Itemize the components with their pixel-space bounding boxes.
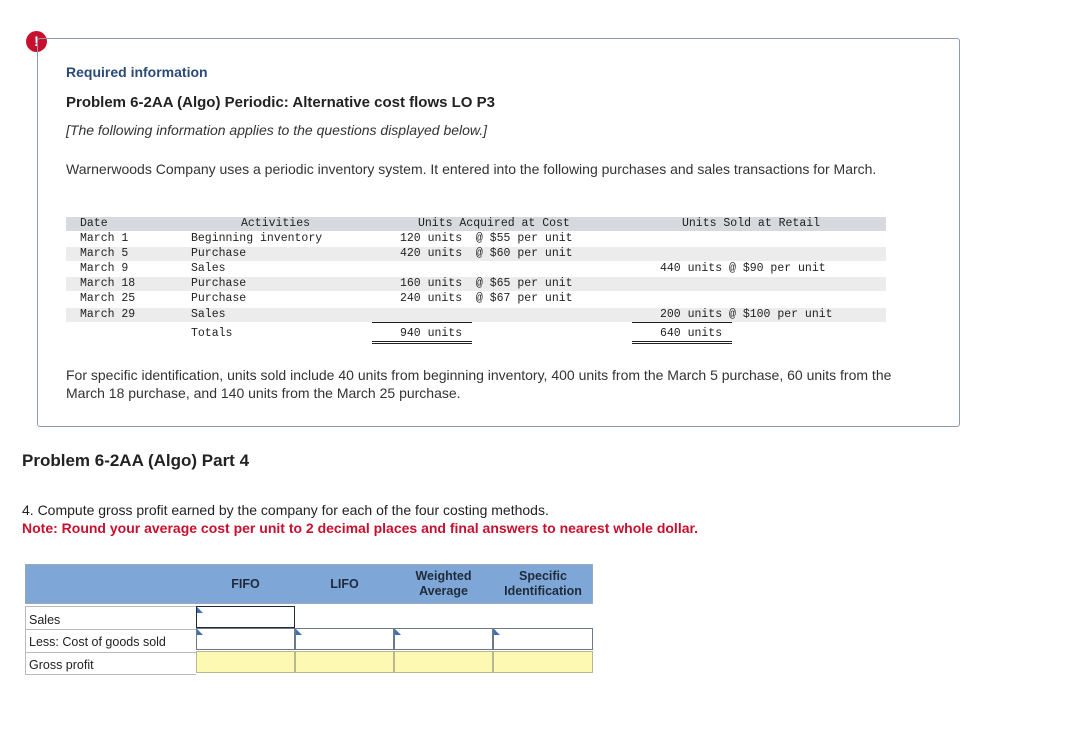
- column-header-fifo: FIFO: [231, 576, 260, 591]
- header-date: Date: [80, 217, 108, 230]
- row-activity: Purchase: [191, 292, 247, 305]
- totals-row: [66, 327, 886, 341]
- entry-marker-icon: [494, 629, 500, 635]
- transactions-header-row: [66, 217, 886, 231]
- problem-title: Problem 6-2AA (Algo) Periodic: Alternative cost flows LO P3: [66, 94, 495, 111]
- transaction-row: [66, 277, 886, 291]
- problem-description: Warnerwoods Company uses a periodic inventory system. It entered into the following purchases and sales transactions for March.: [66, 161, 877, 177]
- row-label-sales: Sales: [25, 606, 196, 630]
- row-date: March 1: [80, 232, 129, 245]
- sold-subtotal-rule: [632, 322, 732, 323]
- row-sold: 440 units @ $90 per unit: [660, 262, 826, 275]
- required-information-panel: [37, 38, 960, 427]
- gross-profit-weighted-average-output: [394, 651, 493, 673]
- gross-profit-fifo-output: [196, 651, 295, 673]
- sold-total-double-rule: [632, 343, 732, 344]
- transaction-row: [66, 232, 886, 246]
- row-date: March 25: [80, 292, 136, 305]
- transaction-row: [66, 292, 886, 306]
- acquired-subtotal-rule: [372, 322, 472, 323]
- sales-fifo-input[interactable]: [196, 606, 295, 628]
- row-activity: Sales: [191, 308, 226, 321]
- question-text: 4. Compute gross profit earned by the company for each of the four costing methods.: [22, 502, 549, 518]
- column-header-weighted-average: Weighted Average: [415, 569, 472, 598]
- row-date: March 5: [80, 247, 129, 260]
- entry-marker-icon: [296, 629, 302, 635]
- totals-sold: 640 units: [660, 327, 723, 340]
- row-date: March 18: [80, 277, 136, 290]
- required-information-label: Required information: [66, 64, 208, 80]
- sold-total-rule: [632, 341, 732, 342]
- header-activities: Activities: [241, 217, 311, 230]
- acquired-total-double-rule: [372, 343, 472, 344]
- row-acquired: 160 units @ $65 per unit: [400, 277, 573, 290]
- row-acquired: 120 units @ $55 per unit: [400, 232, 573, 245]
- rounding-note: Note: Round your average cost per unit to 2 decimal places and final answers to nearest whole dollar.: [22, 520, 699, 536]
- column-header-lifo: LIFO: [330, 576, 359, 591]
- cogs-weighted-average-input[interactable]: [394, 628, 493, 650]
- row-acquired: 240 units @ $67 per unit: [400, 292, 573, 305]
- row-sold: 200 units @ $100 per unit: [660, 308, 833, 321]
- entry-marker-icon: [197, 629, 203, 635]
- row-date: March 9: [80, 262, 129, 275]
- row-activity: Sales: [191, 262, 226, 275]
- transaction-row: [66, 308, 886, 322]
- cogs-fifo-input[interactable]: [196, 628, 295, 650]
- totals-label: Totals: [191, 327, 233, 340]
- row-activity: Purchase: [191, 277, 247, 290]
- header-units-sold: Units Sold at Retail: [682, 217, 821, 230]
- entry-marker-icon: [395, 629, 401, 635]
- totals-acquired: 940 units: [400, 327, 463, 340]
- row-acquired: 420 units @ $60 per unit: [400, 247, 573, 260]
- row-activity: Purchase: [191, 247, 247, 260]
- cogs-specific-identification-input[interactable]: [493, 628, 593, 650]
- transaction-row: [66, 262, 886, 276]
- applies-note: [The following information applies to the questions displayed below.]: [66, 122, 488, 138]
- cogs-lifo-input[interactable]: [295, 628, 394, 650]
- entry-marker-icon: [197, 607, 203, 613]
- row-label-cost-of-goods-sold: Less: Cost of goods sold: [25, 630, 196, 653]
- alert-icon: !: [26, 31, 47, 52]
- specific-identification-note: For specific identification, units sold include 40 units from beginning inventory, 400 units from the March 5 purchase, 60 units from the March 18 purchase, and 140 units from the March 25 purchase.: [66, 367, 892, 401]
- transaction-row: [66, 247, 886, 261]
- header-units-acquired: Units Acquired at Cost: [418, 217, 570, 230]
- row-activity: Beginning inventory: [191, 232, 323, 245]
- part-title: Problem 6-2AA (Algo) Part 4: [22, 451, 250, 470]
- row-label-gross-profit: Gross profit: [25, 653, 196, 675]
- acquired-total-rule: [372, 341, 472, 342]
- gross-profit-lifo-output: [295, 651, 394, 673]
- gross-profit-specific-identification-output: [493, 651, 593, 673]
- row-date: March 29: [80, 308, 136, 321]
- column-header-specific-identification: Specific Identification: [504, 569, 582, 598]
